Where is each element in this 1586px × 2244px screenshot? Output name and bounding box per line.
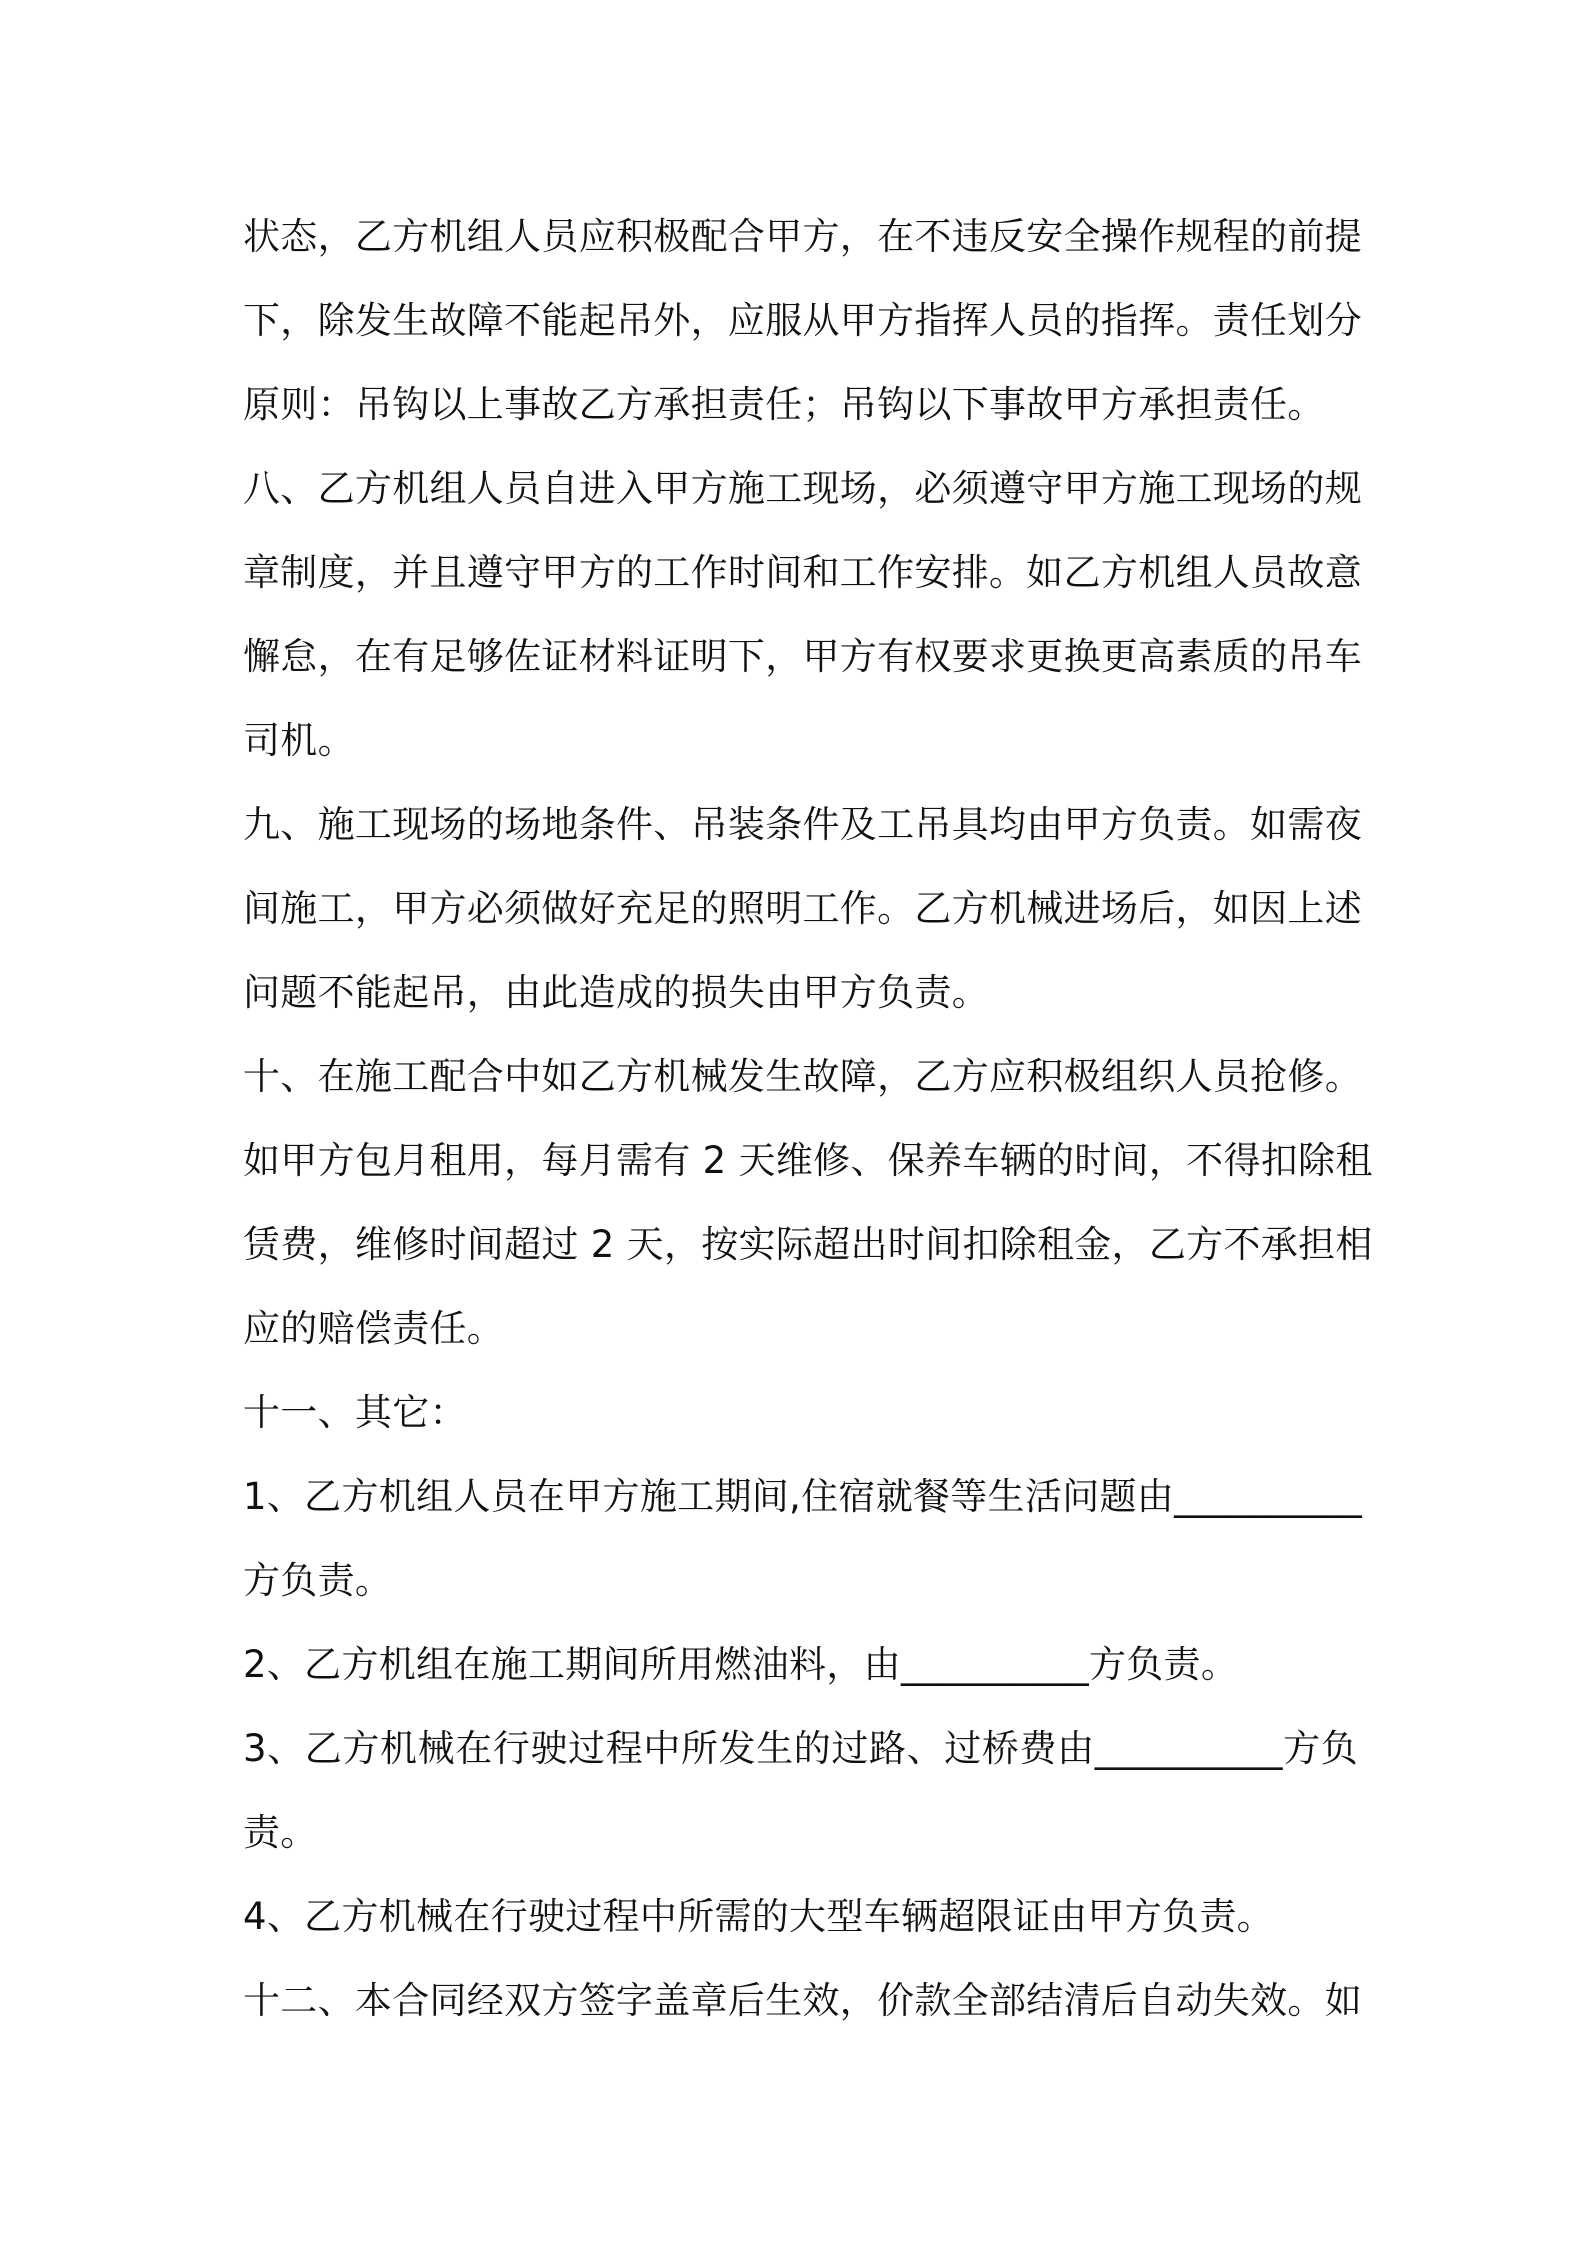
text-line: 如甲方包月租用，每月需有 2 天维修、保养车辆的时间，不得扣除租 bbox=[243, 1139, 1373, 1182]
text-line: 方负责。 bbox=[243, 1559, 393, 1602]
document-body bbox=[243, 195, 1373, 2043]
text-line: 2、乙方机组在施工期间所用燃油料，由__________方负责。 bbox=[243, 1643, 1239, 1686]
text-line: 十、在施工配合中如乙方机械发生故障，乙方应积极组织人员抢修。 bbox=[243, 1055, 1362, 1098]
text-line: 懈怠，在有足够佐证材料证明下，甲方有权要求更换更高素质的吊车 bbox=[243, 635, 1362, 678]
text-line: 九、施工现场的场地条件、吊装条件及工吊具均由甲方负责。如需夜 bbox=[243, 803, 1362, 846]
text-line: 赁费，维修时间超过 2 天，按实际超出时间扣除租金，乙方不承担相 bbox=[243, 1223, 1373, 1266]
text-line: 状态，乙方机组人员应积极配合甲方，在不违反安全操作规程的前提 bbox=[243, 215, 1362, 258]
text-line: 八、乙方机组人员自进入甲方施工现场，必须遵守甲方施工现场的规 bbox=[243, 467, 1362, 510]
text-line: 间施工，甲方必须做好充足的照明工作。乙方机械进场后，如因上述 bbox=[243, 887, 1362, 930]
text-line: 司机。 bbox=[243, 719, 355, 762]
text-line: 应的赔偿责任。 bbox=[243, 1307, 505, 1350]
text-line: 十二、本合同经双方签字盖章后生效，价款全部结清后自动失效。如 bbox=[243, 1979, 1362, 2022]
text-line: 4、乙方机械在行驶过程中所需的大型车辆超限证由甲方负责。 bbox=[243, 1895, 1274, 1938]
text-line: 章制度，并且遵守甲方的工作时间和工作安排。如乙方机组人员故意 bbox=[243, 551, 1362, 594]
text-line: 责。 bbox=[243, 1811, 318, 1854]
text-line: 1、乙方机组人员在甲方施工期间,住宿就餐等生活问题由__________ bbox=[243, 1475, 1363, 1518]
text-line: 十一、其它： bbox=[243, 1391, 467, 1434]
text-line: 下，除发生故障不能起吊外，应服从甲方指挥人员的指挥。责任划分 bbox=[243, 299, 1362, 342]
text-line: 3、乙方机械在行驶过程中所发生的过路、过桥费由__________方负 bbox=[243, 1727, 1358, 1770]
text-line: 问题不能起吊，由此造成的损失由甲方负责。 bbox=[243, 971, 989, 1014]
text-line: 原则：吊钩以上事故乙方承担责任；吊钩以下事故甲方承担责任。 bbox=[243, 383, 1325, 426]
